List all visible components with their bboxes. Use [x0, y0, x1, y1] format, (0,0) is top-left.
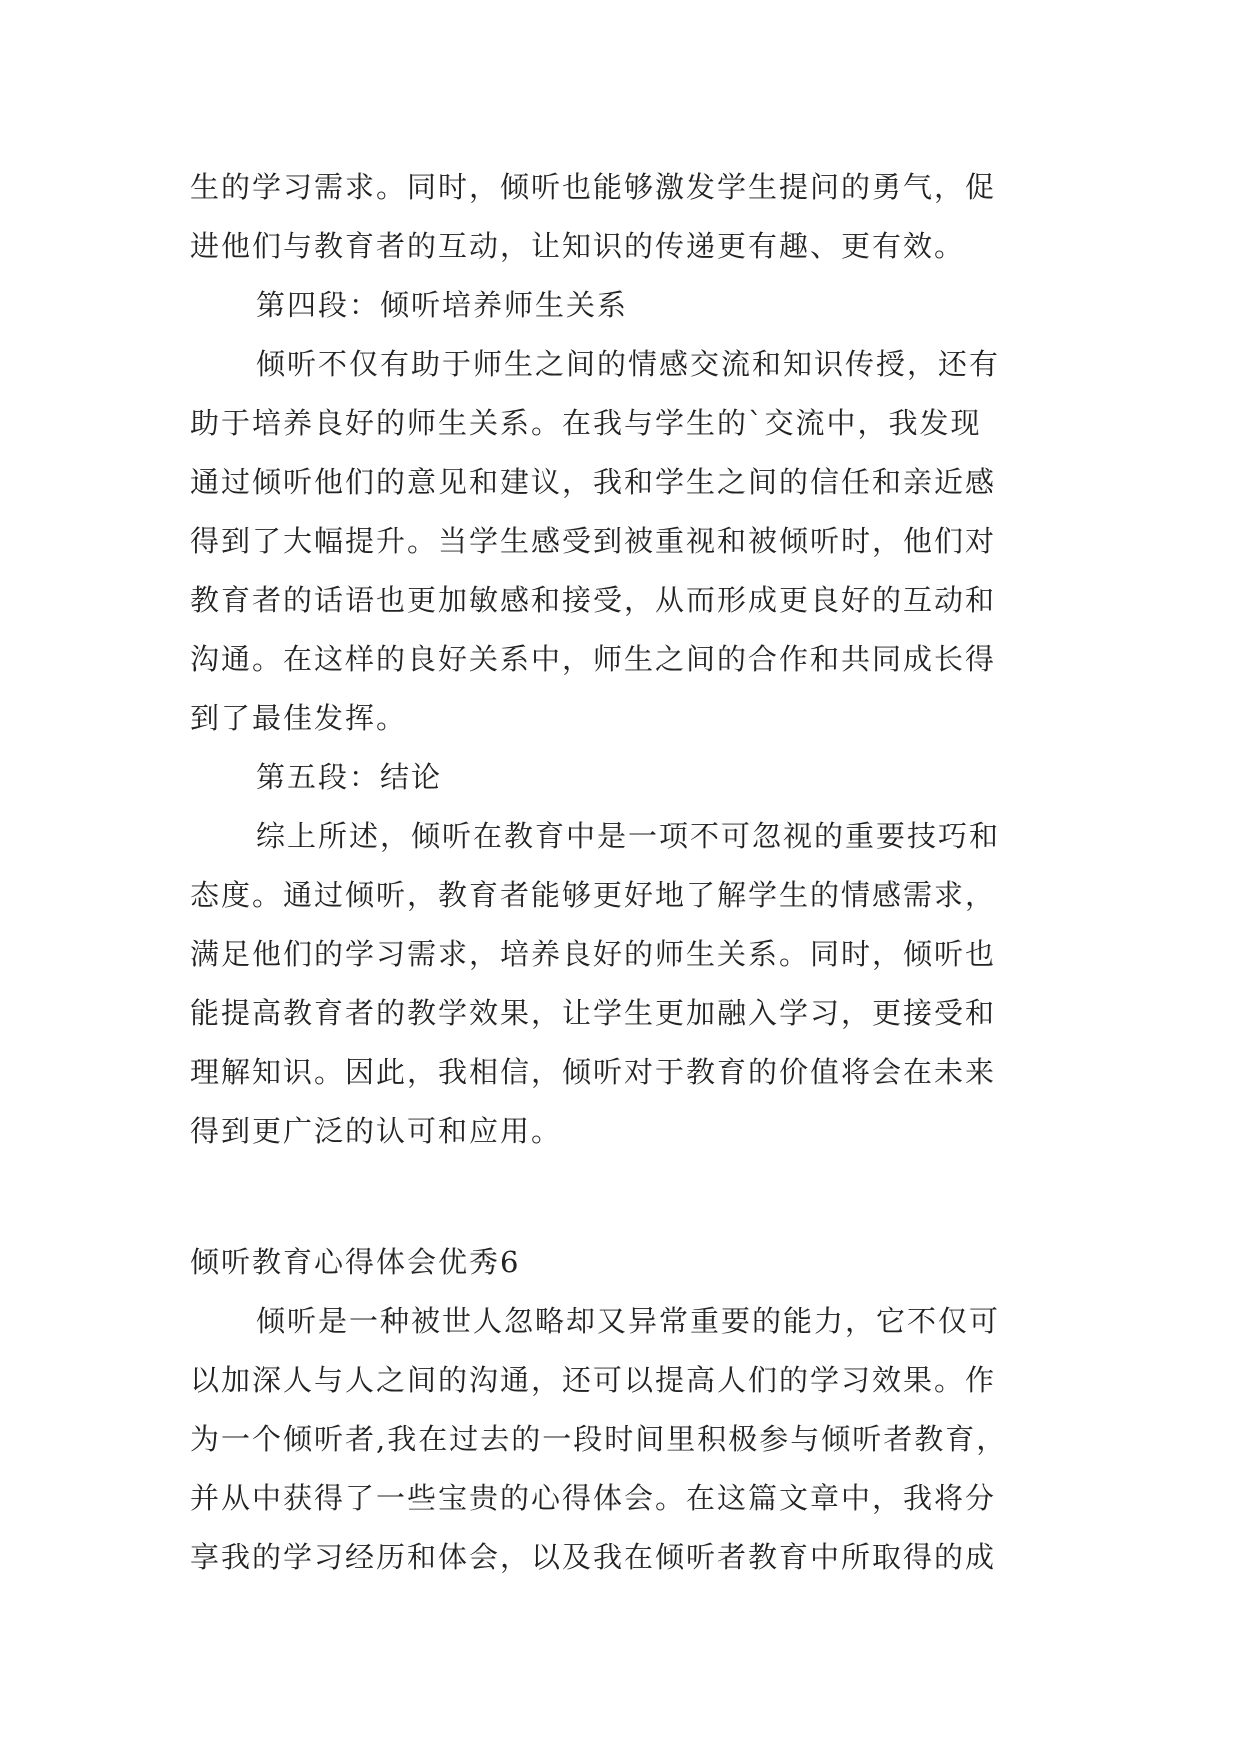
text-line: 生的学习需求。同时，倾听也能够激发学生提问的勇气，促	[190, 170, 997, 204]
document-body	[190, 158, 1055, 1587]
text-line: 能提高教育者的教学效果，让学生更加融入学习，更接受和	[190, 996, 997, 1030]
text-line: 得到更广泛的认可和应用。	[190, 1114, 563, 1148]
paragraph-continued	[190, 158, 1055, 276]
text-line: 态度。通过倾听，教育者能够更好地了解学生的情感需求，	[190, 878, 997, 912]
paragraph-4	[190, 335, 1055, 748]
text-line: 通过倾听他们的意见和建议，我和学生之间的信任和亲近感	[190, 465, 997, 499]
text-line: 沟通。在这样的良好关系中，师生之间的合作和共同成长得	[190, 642, 997, 676]
text-line: 教育者的话语也更加敏感和接受，从而形成更良好的互动和	[190, 583, 997, 617]
paragraph-6	[190, 1292, 1055, 1587]
text-line: 以加深人与人之间的沟通，还可以提高人们的学习效果。作	[190, 1363, 997, 1397]
text-line: 为一个倾听者,我在过去的一段时间里积极参与倾听者教育，	[190, 1422, 1008, 1456]
text-line: 并从中获得了一些宝贵的心得体会。在这篇文章中，我将分	[190, 1481, 997, 1515]
text-line: 进他们与教育者的互动，让知识的传递更有趣、更有效。	[190, 229, 966, 263]
text-line: 倾听是一种被世人忽略却又异常重要的能力，它不仅可	[256, 1304, 1001, 1338]
section-heading-4: 第四段：倾听培养师生关系	[256, 288, 629, 322]
section-heading-5: 第五段：结论	[256, 760, 443, 794]
spacer	[190, 1161, 1055, 1233]
text-line: 助于培养良好的师生关系。在我与学生的`交流中，我发现	[190, 406, 982, 440]
text-line: 理解知识。因此，我相信，倾听对于教育的价值将会在未来	[190, 1055, 997, 1089]
text-line: 综上所述，倾听在教育中是一项不可忽视的重要技巧和	[256, 819, 1001, 853]
article-title: 倾听教育心得体会优秀6	[190, 1245, 521, 1279]
text-line: 满足他们的学习需求，培养良好的师生关系。同时，倾听也	[190, 937, 997, 971]
text-line: 得到了大幅提升。当学生感受到被重视和被倾听时，他们对	[190, 524, 997, 558]
paragraph-5	[190, 807, 1055, 1161]
text-line: 倾听不仅有助于师生之间的情感交流和知识传授，还有	[256, 347, 1001, 381]
text-line: 到了最佳发挥。	[190, 701, 408, 735]
text-line: 享我的学习经历和体会，以及我在倾听者教育中所取得的成	[190, 1540, 997, 1574]
